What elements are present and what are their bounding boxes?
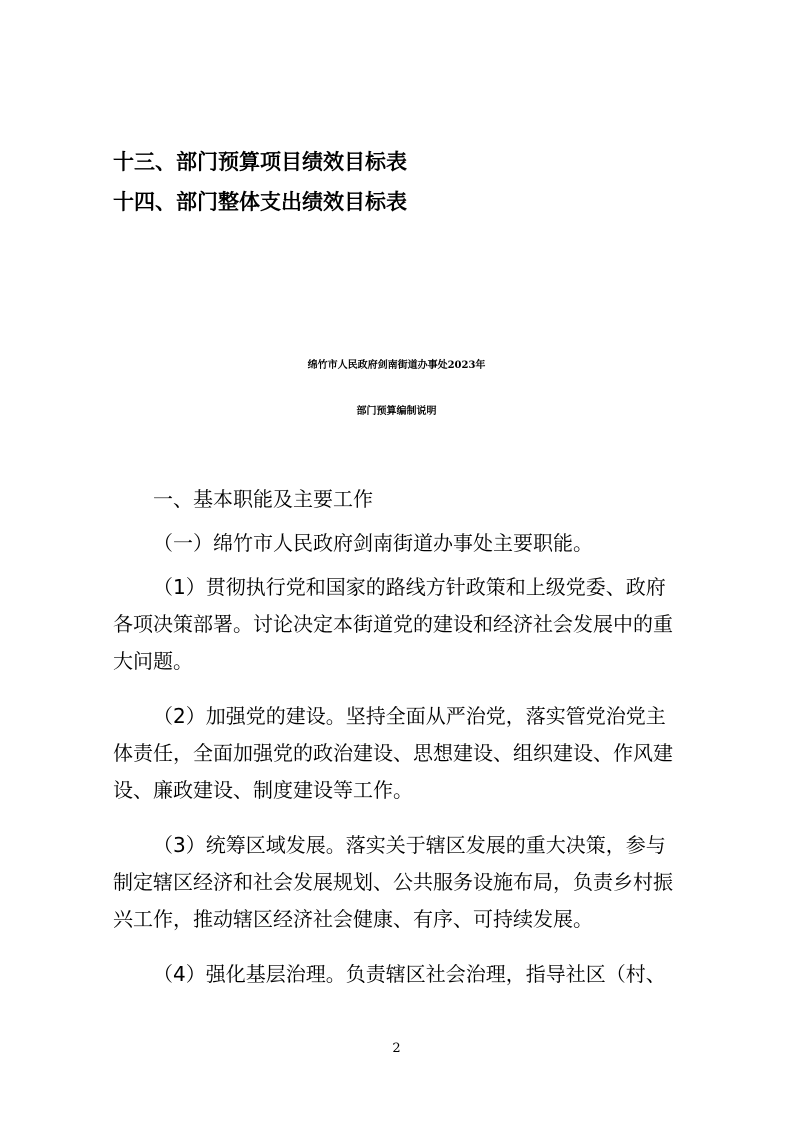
paragraph-3-line-2: 制定辖区经济和社会发展规划、公共服务设施布局，负责乡村振	[113, 870, 673, 894]
page-number: 2	[392, 1041, 401, 1056]
subsection-heading: （一）绵竹市人民政府剑南街道办事处主要职能。	[153, 531, 593, 555]
paragraph-2-line-3: 设、廉政建设、制度建设等工作。	[113, 778, 413, 802]
paragraph-1-line-2: 各项决策部署。讨论决定本街道党的建设和经济社会发展中的重	[113, 612, 673, 636]
section-heading: 一、基本职能及主要工作	[153, 487, 373, 511]
paragraph-4-line-1: （4）强化基层治理。负责辖区社会治理，指导社区（村、	[153, 962, 666, 986]
toc-item-14: 十四、部门整体支出绩效目标表	[113, 190, 407, 214]
paragraph-3-line-1: （3）统筹区域发展。落实关于辖区发展的重大决策，参与	[153, 833, 666, 857]
paragraph-3-line-3: 兴工作，推动辖区经济社会健康、有序、可持续发展。	[113, 907, 593, 931]
document-title-line2: 部门预算编制说明	[356, 406, 437, 417]
paragraph-2-line-2: 体责任，全面加强党的政治建设、思想建设、组织建设、作风建	[113, 741, 673, 765]
paragraph-2-line-1: （2）加强党的建设。坚持全面从严治党，落实管党治党主	[153, 704, 666, 728]
toc-item-13: 十三、部门预算项目绩效目标表	[113, 150, 407, 174]
document-title-line1: 绵竹市人民政府剑南街道办事处2023年	[307, 360, 486, 371]
paragraph-1-line-3: 大问题。	[113, 649, 193, 673]
paragraph-1-line-1: （1）贯彻执行党和国家的路线方针政策和上级党委、政府	[153, 575, 666, 599]
